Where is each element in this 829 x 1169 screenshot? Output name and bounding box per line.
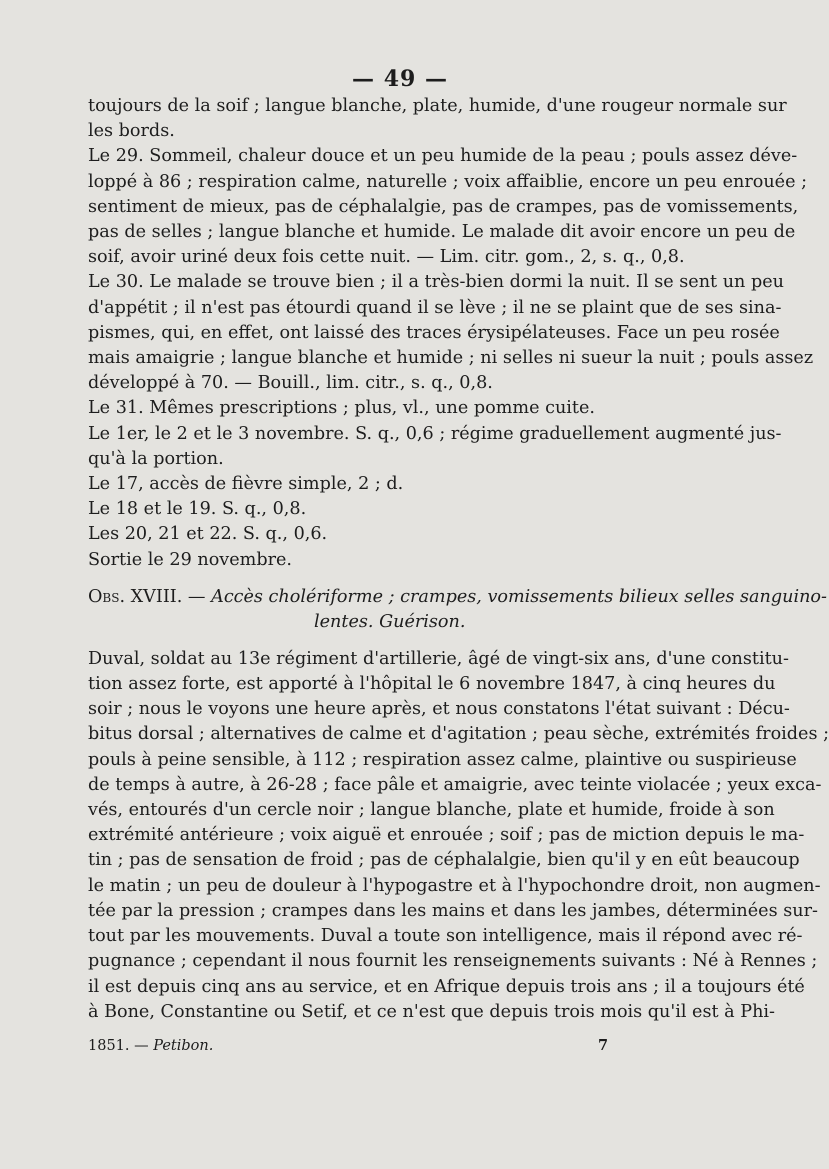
- text-line: il est depuis cinq ans au service, et en Afrique depuis trois ans ; il a toujours été: [88, 976, 805, 997]
- text-line: d'appétit ; il n'est pas étourdi quand il se lève ; il ne se plaint que de ses sina-: [88, 297, 782, 318]
- text-line: toujours de la soif ; langue blanche, plate, humide, d'une rougeur normale sur: [88, 96, 787, 116]
- text-line: bitus dorsal ; alternatives de calme et d'agitation ; peau sèche, extrémités froides ;: [88, 724, 829, 745]
- text-line: le matin ; un peu de douleur à l'hypogastre et à l'hypochondre droit, non augmen-: [88, 875, 821, 896]
- observation-dash: —: [182, 586, 212, 607]
- body-text: [88, 94, 829, 1057]
- observation-title-continued: lentes. Guérison.: [314, 611, 466, 632]
- text-line: loppé à 86 ; respiration calme, naturelle ; voix affaiblie, encore un peu enrouée ;: [88, 171, 808, 192]
- text-line: Les 20, 21 et 22. S. q., 0,6.: [88, 524, 328, 545]
- text-line: Le 17, accès de fièvre simple, 2 ; d.: [88, 474, 404, 495]
- footer-year: 1851.: [88, 1037, 130, 1054]
- text-line: tion assez forte, est apporté à l'hôpital le 6 novembre 1847, à cinq heures du: [88, 674, 776, 695]
- observation-label: Obs. XVIII.: [88, 586, 183, 607]
- text-line: Le 30. Le malade se trouve bien ; il a très-bien dormi la nuit. Il se sent un peu: [88, 272, 784, 293]
- text-line: à Bone, Constantine ou Setif, et ce n'est que depuis trois mois qu'il est à Phi-: [88, 1001, 775, 1022]
- text-line: tin ; pas de sensation de froid ; pas de céphalalgie, bien qu'il y en eût beaucoup: [88, 850, 800, 871]
- text-line: mais amaigrie ; langue blanche et humide ; ni selles ni sueur la nuit ; pouls assez: [88, 348, 814, 369]
- text-line: soif, avoir uriné deux fois cette nuit. — Lim. citr. gom., 2, s. q., 0,8.: [88, 247, 685, 268]
- text-line: Duval, soldat au 13e régiment d'artillerie, âgé de vingt-six ans, d'une constitu-: [88, 648, 789, 669]
- page-number: — 49 —: [352, 66, 448, 92]
- text-line: développé à 70. — Bouill., lim. citr., s. q., 0,8.: [88, 373, 493, 394]
- text-line: tée par la pression ; crampes dans les mains et dans les jambes, déterminées sur-: [88, 900, 818, 921]
- text-line: vés, entourés d'un cercle noir ; langue blanche, plate et humide, froide à son: [88, 800, 775, 821]
- observation-heading: [88, 585, 827, 635]
- text-line: les bords.: [88, 121, 175, 142]
- text-line: pas de selles ; langue blanche et humide. Le malade dit avoir encore un peu de: [88, 222, 796, 243]
- text-line: Le 18 et le 19. S. q., 0,8.: [88, 499, 307, 520]
- signature-mark: 7: [597, 1036, 609, 1054]
- text-line: pouls à peine sensible, à 112 ; respiration assez calme, plaintive ou suspirieuse: [88, 749, 797, 770]
- text-line: Le 1er, le 2 et le 3 novembre. S. q., 0,6 ; régime graduellement augmenté jus-: [88, 423, 782, 444]
- paragraph-block-top: [88, 94, 814, 573]
- text-line: pugnance ; cependant il nous fournit les renseignements suivants : Né à Rennes ;: [88, 951, 818, 972]
- text-line: Sortie le 29 novembre.: [88, 549, 293, 570]
- text-line: Le 31. Mêmes prescriptions ; plus, vl., une pomme cuite.: [88, 398, 595, 419]
- page-footer: [88, 1035, 716, 1057]
- text-line: extrémité antérieure ; voix aiguë et enrouée ; soif ; pas de miction depuis le ma-: [88, 825, 805, 846]
- text-line: qu'à la portion.: [88, 448, 224, 469]
- text-line: Le 29. Sommeil, chaleur douce et un peu humide de la peau ; pouls assez déve-: [88, 146, 798, 167]
- text-line: soir ; nous le voyons une heure après, et nous constatons l'état suivant : Décu-: [88, 699, 790, 720]
- text-line: sentiment de mieux, pas de céphalalgie, pas de crampes, pas de vomissements,: [88, 196, 799, 217]
- observation-title: Accès cholériforme ; crampes, vomissements bilieux selles sanguino-: [211, 586, 827, 607]
- text-line: de temps à autre, à 26-28 ; face pâle et amaigrie, avec teinte violacée ; yeux exca-: [88, 774, 822, 795]
- footer-dash: —: [129, 1037, 154, 1054]
- footer-author: Petibon.: [153, 1037, 214, 1054]
- paragraph-block-bottom: [88, 647, 829, 1025]
- text-line: tout par les mouvements. Duval a toute son intelligence, mais il répond avec ré-: [88, 926, 803, 947]
- text-line: pismes, qui, en effet, ont laissé des traces érysipélateuses. Face un peu rosée: [88, 322, 780, 343]
